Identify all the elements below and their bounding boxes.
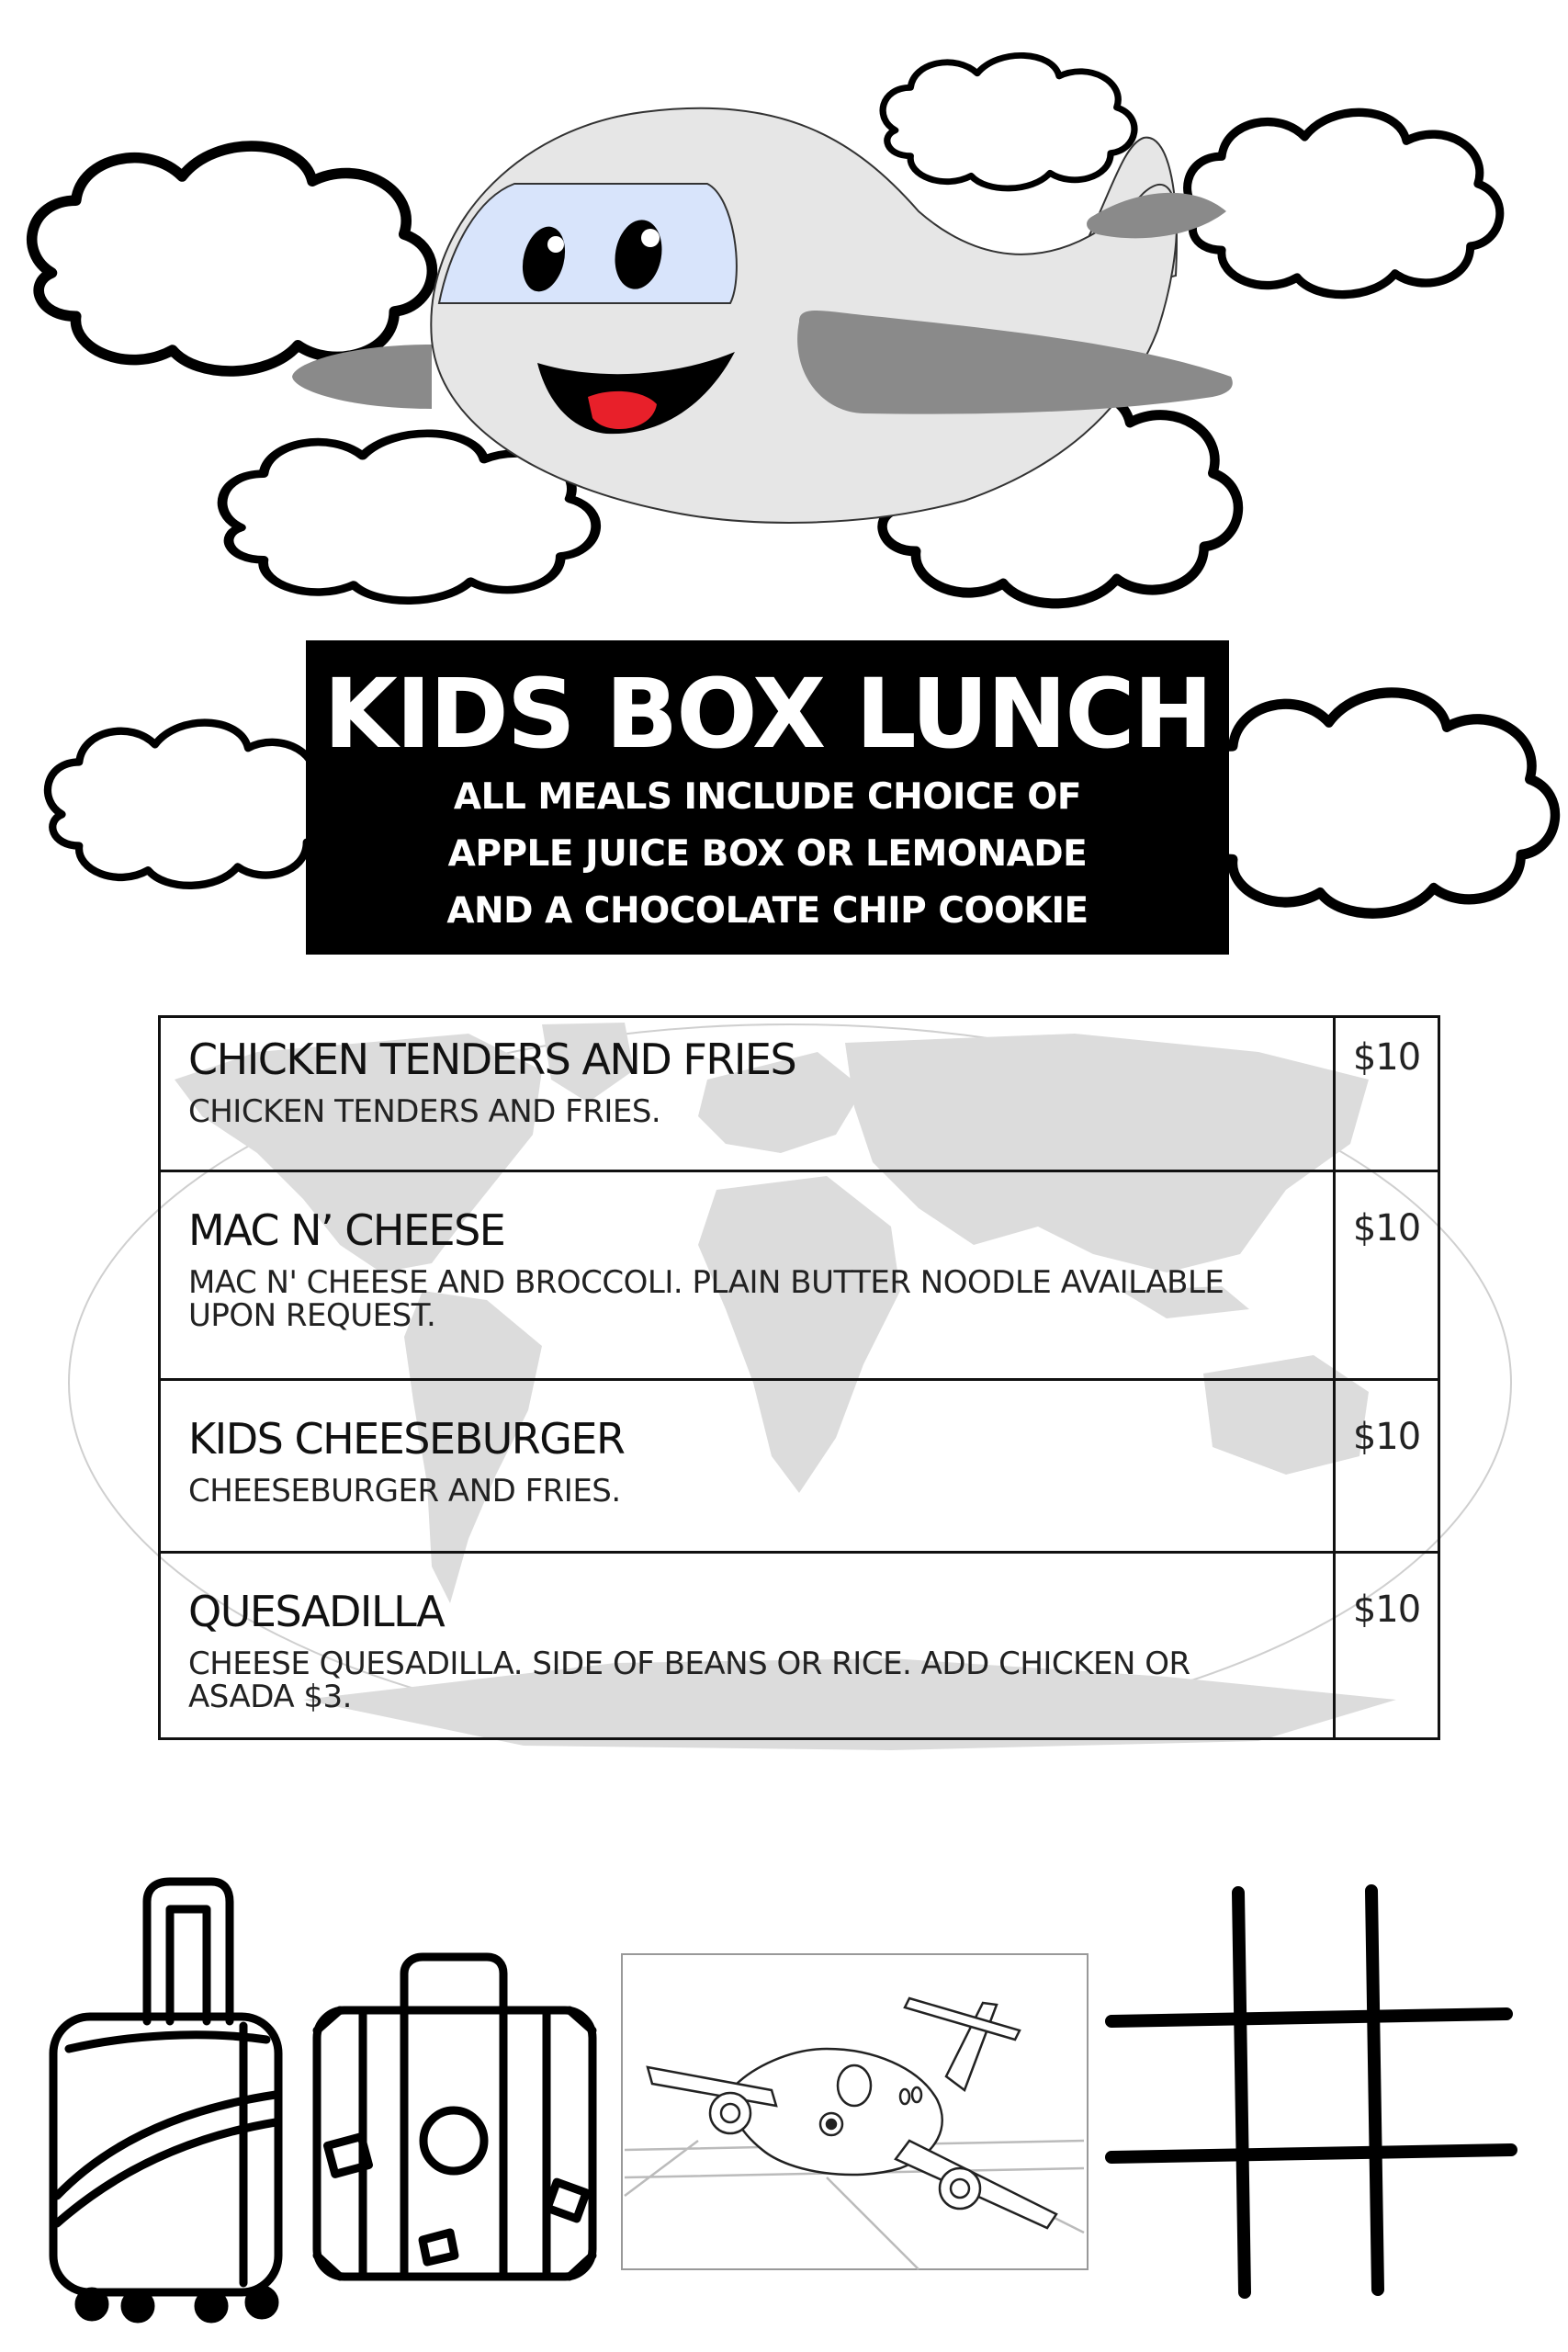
item-price: $10 (1352, 1207, 1421, 1250)
menu-row (160, 1171, 1439, 1380)
item-price: $10 (1352, 1589, 1421, 1631)
item-description: MAC N' CHEESE AND BROCCOLI. PLAIN BUTTER NOODLE AVAILABLE UPON REQUEST. (188, 1264, 1224, 1334)
menu-row (160, 1380, 1439, 1553)
item-name: KIDS CHEESEBURGER (188, 1414, 625, 1464)
menu-title: KIDS BOX LUNCH (323, 658, 1212, 770)
item-name: MAC N’ CHEESE (188, 1205, 505, 1255)
cloud-icon (32, 146, 433, 371)
item-price: $10 (1352, 1416, 1421, 1458)
subtitle-line: AND A CHOCOLATE CHIP COOKIE (446, 890, 1089, 932)
footer-illustrations (0, 1865, 1568, 2324)
item-description: CHICKEN TENDERS AND FRIES. (188, 1093, 661, 1130)
subtitle-line: APPLE JUICE BOX OR LEMONADE (447, 833, 1088, 875)
rolling-suitcase-icon (53, 1882, 278, 2319)
item-price: $10 (1352, 1036, 1421, 1079)
cloud-icon (883, 55, 1134, 188)
item-name: QUESADILLA (188, 1587, 445, 1636)
tic-tac-toe-grid-icon (1111, 1891, 1511, 2292)
item-name: CHICKEN TENDERS AND FRIES (188, 1035, 796, 1084)
menu-row (160, 1017, 1439, 1171)
item-description: CHEESEBURGER AND FRIES. (188, 1473, 621, 1510)
cloud-icon (1193, 693, 1555, 913)
menu-row (160, 1553, 1439, 1739)
briefcase-suitcase-icon (317, 1957, 592, 2277)
title-banner (306, 640, 1229, 955)
cloud-icon (48, 723, 333, 886)
cloud-icon (1188, 112, 1500, 294)
item-description: CHEESE QUESADILLA. SIDE OF BEANS OR RICE. ADD CHICKEN OR ASADA $3. (188, 1645, 1190, 1715)
subtitle-line: ALL MEALS INCLUDE CHOICE OF (453, 776, 1082, 818)
airplane-coloring-icon (622, 1954, 1088, 2269)
menu-table (158, 1015, 1440, 1740)
